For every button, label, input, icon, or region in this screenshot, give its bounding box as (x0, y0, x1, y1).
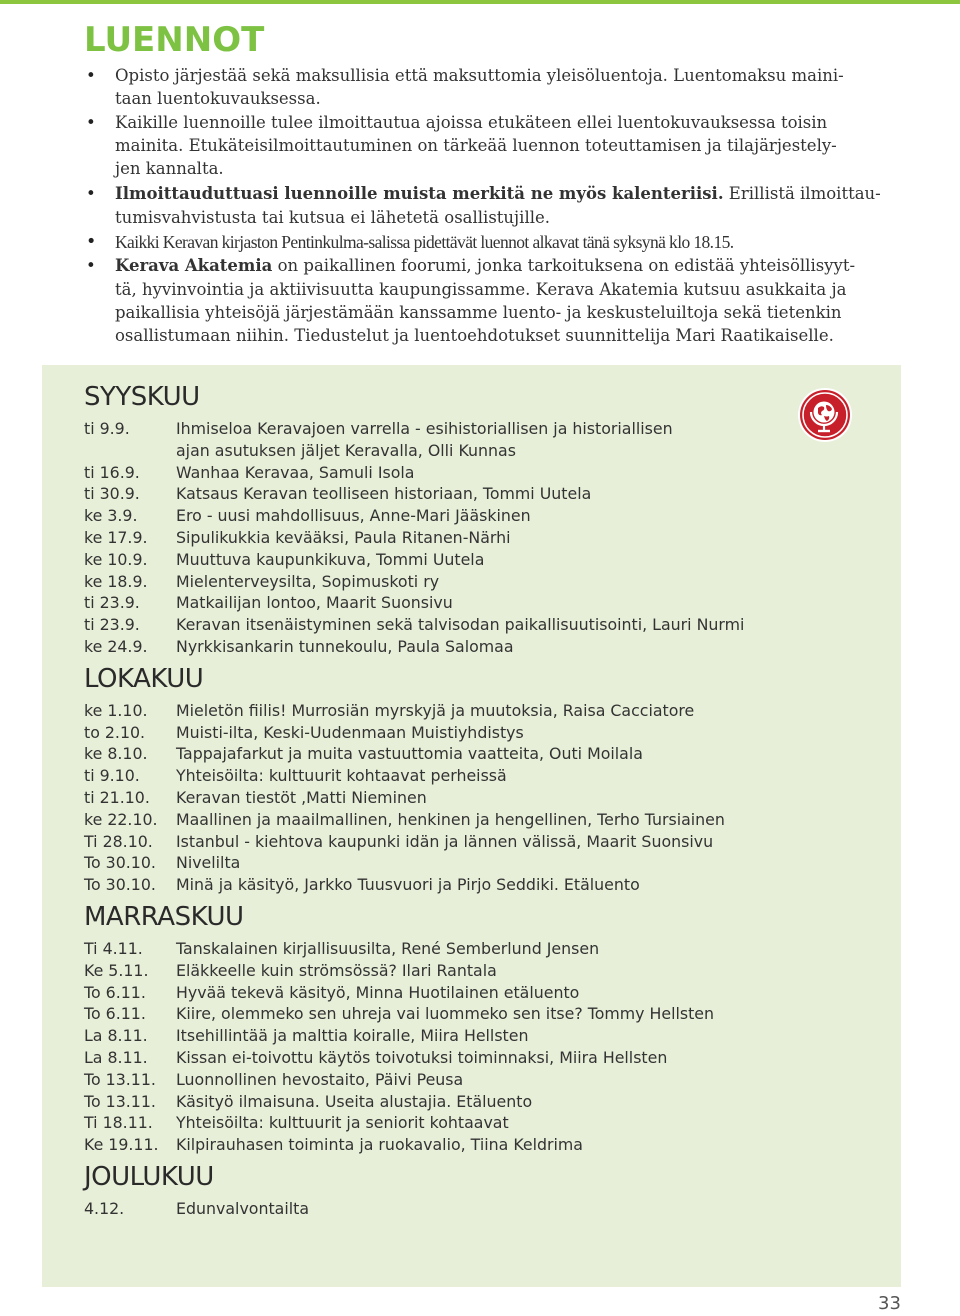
event-row (84, 571, 844, 593)
event-title: Nyrkkisankarin tunnekoulu, Paula Salomaa (176, 636, 514, 656)
event-date: to 2.10. (84, 722, 146, 742)
month-heading: SYYSKUU (84, 382, 200, 412)
event-title: Eläkkeelle kuin strömsössä? Ilari Rantala (176, 960, 497, 980)
event-row (84, 700, 844, 722)
event-row (84, 505, 844, 527)
event-title: Mielenterveysilta, Sopimuskoti ry (176, 571, 440, 591)
event-title: Itsehillintää ja malttia koiralle, Miira Hellsten (176, 1026, 529, 1046)
event-date: ti 16.9. (84, 462, 140, 482)
event-date: ke 17.9. (84, 527, 148, 547)
event-date: ti 23.9. (84, 615, 140, 635)
event-row (84, 1198, 844, 1220)
event-row (84, 1003, 844, 1025)
bullet-item: • Kaikille luennoille tulee ilmoittautua ajoissa etukäteen ellei luentokuvauksessa toisin mainita. Etukäteisilmoittautuminen on tärkeää luennon toteuttamisen ja tilajärjestely- jen kannalta. (86, 111, 898, 181)
event-date: To 13.11. (84, 1091, 156, 1111)
event-row (84, 418, 844, 440)
event-date: Ti 18.11. (84, 1113, 153, 1133)
event-row (84, 743, 844, 765)
event-date-spacer (84, 440, 176, 462)
event-title: Maallinen ja maailmallinen, henkinen ja hengellinen, Terho Tursiainen (176, 809, 725, 829)
event-row (84, 809, 844, 831)
event-title: Tanskalainen kirjallisuusilta, René Semberlund Jensen (176, 938, 600, 958)
event-row (84, 982, 844, 1004)
event-row (84, 549, 844, 571)
event-row (84, 527, 844, 549)
event-title: Kissan ei-toivottu käytös toivotuksi toiminnaksi, Miira Hellsten (176, 1047, 668, 1067)
event-title: Keravan itsenäistyminen sekä talvisodan paikallisuutisointi, Lauri Nurmi (176, 615, 745, 635)
info-bullet-list (86, 64, 898, 348)
lecture-schedule (84, 378, 844, 1220)
event-title: Mieletön fiilis! Murrosiän myrskyjä ja muutoksia, Raisa Cacciatore (176, 700, 695, 720)
event-title: Katsaus Keravan teolliseen historiaan, Tommi Uutela (176, 484, 592, 504)
event-date: ke 3.9. (84, 506, 138, 526)
event-date: ti 21.10. (84, 787, 150, 807)
event-title: Tappajafarkut ja muita vastuuttomia vaatteita, Outi Moilala (176, 744, 643, 764)
event-date: Ti 28.10. (84, 831, 153, 851)
event-row (84, 787, 844, 809)
bullet-item: • Kaikki Keravan kirjaston Pentinkulma-salissa pidettävät luennot alkavat tänä syksynä klo 18.15. (86, 231, 898, 254)
event-date: ke 18.9. (84, 571, 148, 591)
event-row-continued (84, 440, 844, 462)
event-date: ti 30.9. (84, 484, 140, 504)
event-title: Nivelilta (176, 853, 241, 873)
event-date: To 6.11. (84, 1004, 146, 1024)
event-date: La 8.11. (84, 1026, 148, 1046)
event-date: To 13.11. (84, 1069, 156, 1089)
event-date: 4.12. (84, 1198, 125, 1218)
event-title: Sipulikukkia kevääksi, Paula Ritanen-Närhi (176, 527, 511, 547)
month-heading: LOKAKUU (84, 663, 204, 694)
event-row (84, 483, 844, 505)
event-row (84, 1047, 844, 1069)
event-date: ti 9.10. (84, 766, 140, 786)
event-title: Keravan tiestöt ,Matti Nieminen (176, 787, 427, 807)
event-date: ti 23.9. (84, 593, 140, 613)
event-row (84, 722, 844, 744)
top-accent-bar (0, 0, 960, 4)
event-title: Käsityö ilmaisuna. Useita alustajia. Etäluento (176, 1091, 533, 1111)
page-title: LUENNOT (84, 20, 265, 60)
event-row (84, 831, 844, 853)
event-date: To 30.10. (84, 875, 156, 895)
event-date: ti 9.9. (84, 419, 130, 438)
event-date: ke 1.10. (84, 700, 148, 720)
event-row (84, 765, 844, 787)
bullet-item: • Opisto järjestää sekä maksullisia että maksuttomia yleisöluentoja. Luentomaksu maini- taan luentokuvauksessa. (86, 64, 898, 111)
month-heading: JOULUKUU (84, 1161, 214, 1192)
event-date: La 8.11. (84, 1047, 148, 1067)
event-title: Muisti-ilta, Keski-Uudenmaan Muistiyhdistys (176, 722, 524, 742)
bullet-item: • Ilmoittauduttuasi luennoille muista merkitä ne myös kalenteriisi. Erillistä ilmoittau- tumisvahvistusta tai kutsua ei lähetetä osallistujille. (86, 182, 898, 229)
page-number: 33 (878, 1293, 901, 1314)
event-row (84, 614, 844, 636)
event-date: Ke 19.11. (84, 1135, 159, 1155)
event-row (84, 960, 844, 982)
event-date: Ke 5.11. (84, 960, 149, 980)
event-title: Ihmiseloa Keravajoen varrella - esihistoriallisen ja historiallisen (176, 419, 673, 438)
event-title: Matkailijan lontoo, Maarit Suonsivu (176, 593, 453, 613)
event-title-continued: ajan asutuksen jäljet Keravalla, Olli Kunnas (176, 440, 516, 460)
event-row (84, 1025, 844, 1047)
event-date: To 6.11. (84, 982, 146, 1002)
event-row (84, 852, 844, 874)
bullet-item: • Kerava Akatemia on paikallinen foorumi, jonka tarkoituksena on edistää yhteisöllisyyt- tä, hyvinvointia ja aktiivisuutta kaupungissamme. Kerava Akatemia kutsuu asukkaita ja paikallisia yhteisöjä järjestämään kanssamme luento- ja keskusteluiltoja sekä tietenkin osallistumaan niihin. Tiedustelut ja luentoehdotukset suunnittelija Mari Raatikaiselle. (86, 254, 898, 347)
event-row (84, 938, 844, 960)
event-title: Yhteisöilta: kulttuurit ja seniorit kohtaavat (176, 1113, 509, 1133)
month-heading: MARRASKUU (84, 901, 244, 932)
event-title: Wanhaa Keravaa, Samuli Isola (176, 462, 415, 482)
event-row (84, 874, 844, 896)
event-row (84, 592, 844, 614)
event-row (84, 1069, 844, 1091)
event-title: Kilpirauhasen toiminta ja ruokavalio, Tiina Keldrima (176, 1135, 583, 1155)
event-title: Hyvää tekevä käsityö, Minna Huotilainen etäluento (176, 982, 580, 1002)
event-date: Ti 4.11. (84, 938, 143, 958)
event-date: To 30.10. (84, 853, 156, 873)
event-date: ke 24.9. (84, 636, 148, 656)
event-title: Edunvalvontailta (176, 1198, 310, 1218)
event-row (84, 1091, 844, 1113)
event-date: ke 8.10. (84, 744, 148, 764)
event-title: Minä ja käsityö, Jarkko Tuusvuori ja Pirjo Seddiki. Etäluento (176, 875, 640, 895)
event-title: Kiire, olemmeko sen uhreja vai luommeko sen itse? Tommy Hellsten (176, 1004, 715, 1024)
event-title: Istanbul - kiehtova kaupunki idän ja lännen välissä, Maarit Suonsivu (176, 831, 714, 851)
event-row (84, 1112, 844, 1134)
event-date: ke 10.9. (84, 549, 148, 569)
event-row (84, 636, 844, 658)
event-title: Yhteisöilta: kulttuurit kohtaavat perheissä (176, 766, 507, 786)
event-title: Ero - uusi mahdollisuus, Anne-Mari Jääskinen (176, 506, 531, 526)
event-row (84, 1134, 844, 1156)
event-date: ke 22.10. (84, 809, 158, 829)
event-row (84, 462, 844, 484)
event-title: Luonnollinen hevostaito, Päivi Peusa (176, 1069, 464, 1089)
event-title: Muuttuva kaupunkikuva, Tommi Uutela (176, 549, 485, 569)
